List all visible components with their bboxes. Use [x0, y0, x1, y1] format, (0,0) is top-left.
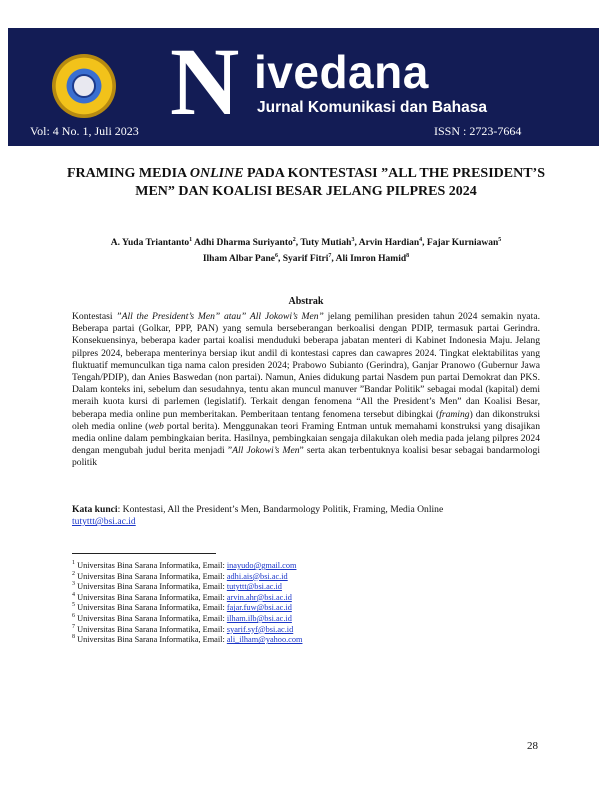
- title-part1: FRAMING MEDIA: [66, 166, 190, 181]
- footnotes: [72, 561, 532, 646]
- contact-email-link[interactable]: tutyttt@bsi.ac.id: [72, 516, 136, 528]
- author: Fajar Kurniawan: [426, 238, 499, 248]
- footnote-text: Universitas Bina Sarana Informatika, Email:: [77, 592, 227, 602]
- footnote: [72, 582, 532, 593]
- author-sup: 8: [406, 252, 410, 259]
- footnote-text: Universitas Bina Sarana Informatika, Email:: [77, 571, 227, 581]
- brand-name: ivedana: [254, 46, 429, 98]
- footnote-text: Universitas Bina Sarana Informatika, Email:: [77, 582, 227, 592]
- footnote: [72, 625, 532, 636]
- article-title: [60, 165, 552, 201]
- footnote-email-link[interactable]: syarif.syf@bsi.ac.id: [226, 624, 294, 634]
- footnote-email-link[interactable]: ilham.ilb@bsi.ac.id: [226, 613, 292, 623]
- abstract-lead: Kontestasi: [72, 311, 117, 322]
- footnote-num: 4: [72, 592, 75, 599]
- title-italic: ONLINE: [189, 166, 244, 181]
- abstract-body: [72, 311, 540, 470]
- brand-initial: N: [170, 28, 240, 135]
- author: Tuty Mutiah: [300, 238, 352, 248]
- keywords-text: : Kontestasi, All the President’s Men, Bandarmology Politik, Framing, Media Online: [117, 504, 444, 515]
- author: Arvin Hardian: [358, 238, 420, 248]
- abstract-italic: framing: [439, 408, 470, 420]
- author-sup: 3: [351, 236, 355, 243]
- footnote-text: Universitas Bina Sarana Informatika, Email:: [77, 603, 227, 613]
- footnote-num: 1: [72, 560, 75, 567]
- footnote-num: 3: [72, 581, 75, 588]
- footnote-num: 6: [72, 613, 75, 620]
- abstract-heading: Abstrak: [288, 296, 324, 307]
- page-number: 28: [527, 740, 538, 752]
- footnote-num: 2: [72, 570, 75, 577]
- footnote-num: 5: [72, 602, 75, 609]
- footnote-text: Universitas Bina Sarana Informatika, Email:: [77, 624, 227, 634]
- footnote: [72, 593, 532, 604]
- author-sup: 4: [419, 236, 423, 243]
- author-list: A. Yuda Triantanto$^1$ Adhi Dharma Suriyanto$^2$, Tuty Mutiah$^3$, Arvin Hardian$^4$, Fajar Kurniawan$^5$ Ilham Albar Pane$^6$, Syarif Fitri$^7$, Ali Imron Hamid$^8$: [110, 236, 502, 264]
- footnote-text: Universitas Bina Sarana Informatika, Email:: [77, 635, 227, 645]
- footnote-email-link[interactable]: ali_ilham@yahoo.com: [226, 635, 303, 645]
- footnote: [72, 635, 532, 646]
- footnote-email-link[interactable]: adhi.ais@bsi.ac.id: [226, 571, 288, 581]
- author-sup: 1: [189, 236, 193, 243]
- issn-info: ISSN : 2723-7664: [434, 124, 522, 138]
- footnote-email-link[interactable]: inayudo@gmail.com: [226, 561, 297, 570]
- footnote: [72, 603, 532, 614]
- university-seal-icon: [52, 54, 116, 118]
- abstract-text: portal berita). Menggunakan teori Framing Entman untuk memahami konstruksi yang disajikan media online dalam pembingkaian berita. Hasilnya, pembingkaian sengaja dilakukan oleh media pada jelang pilpres 2024 dengan mengubah judul berita menjadi ”: [72, 420, 540, 457]
- abstract-text: ) dan dikonstruksi oleh media online (: [72, 408, 540, 432]
- abstract-italic: web: [148, 420, 164, 432]
- seal-center: [72, 74, 96, 98]
- author: A. Yuda Triantanto: [110, 238, 190, 248]
- abstract-text: ” serta akan terbentuknya koalisi besar sebagai bandarmologi politik: [72, 445, 540, 469]
- footnote-email-link[interactable]: arvin.ahr@bsi.ac.id: [226, 592, 292, 602]
- footnote: [72, 572, 532, 583]
- keywords-label: Kata kunci: [72, 504, 118, 515]
- abstract-italic: All Jokowi’s Men: [232, 445, 300, 457]
- footnote-num: 7: [72, 623, 75, 630]
- footnote-text: Universitas Bina Sarana Informatika, Email:: [77, 561, 227, 570]
- footnote: [72, 614, 532, 625]
- journal-subtitle: Jurnal Komunikasi dan Bahasa: [257, 99, 487, 116]
- author-sup: 5: [498, 236, 502, 243]
- author-sup: 7: [328, 252, 332, 259]
- footnote-divider: [72, 553, 216, 554]
- author: Ali Imron Hamid: [335, 254, 407, 264]
- author-sup: 2: [292, 236, 296, 243]
- footnote-text: Universitas Bina Sarana Informatika, Email:: [77, 613, 227, 623]
- author: Ilham Albar Pane: [202, 254, 275, 264]
- footnote-email-link[interactable]: fajar.fuw@bsi.ac.id: [226, 603, 292, 613]
- keywords: [72, 504, 540, 528]
- abstract-italic: ”All the President’s Men” atau” All Jokowi’s Men”: [116, 311, 324, 322]
- footnote-email-link[interactable]: tutyttt@bsi.ac.id: [226, 582, 282, 592]
- footnote: [72, 561, 532, 572]
- footnote-num: 8: [72, 634, 75, 641]
- title-part2: PADA KONTESTASI ”ALL THE PRESIDENT’S MEN” DAN KOALISI BESAR JELANG PILPRES 2024: [135, 166, 546, 199]
- volume-info: Vol: 4 No. 1, Juli 2023: [30, 124, 139, 138]
- author: Adhi Dharma Suriyanto: [194, 238, 293, 248]
- abstract-text: jelang pemilihan presiden tahun 2024 semakin nyata. Beberapa partai (Golkar, PPP, PAN) yang semula berseberangan berkoalisi dengan PDIP, termasuk partai Gerindra. Konsekuensinya, beberapa kader partai koalisi menduduki beberapa jabatan menteri di Kabinet Indonesia Maju. Jelang pilpres 2024, beberapa menterinya bersiap ikut andil di kontestasi capres dan cawapres 2024. Tingkat elektabilitas yang fluktuatif memunculkan tiga nama calon presiden 2024; Prabowo Subianto (Gerindra), Ganjar Pranowo (Gubernur Jawa Tengah/PDIP), dan Anies Baswedan (non partai). Namun, Anies didukung partai Nasdem pun partai Demokrat dan PKS. Dalam konteks ini, sebelum dan sesudahnya, tentu akan muncul manuver ”Bandar Politik” sebagai modal (kapital) demi meraih kuota kursi di parlemen (legislatif). Terkait dengan fenomena “All the President’s Men” dan Koalisi Besar, beberapa media online pun memberitakan. Pemberitaan tentang fenomena tersebut dibingkai (: [72, 311, 540, 420]
- author: Syarif Fitri: [282, 254, 329, 264]
- author-sup: 6: [274, 252, 278, 259]
